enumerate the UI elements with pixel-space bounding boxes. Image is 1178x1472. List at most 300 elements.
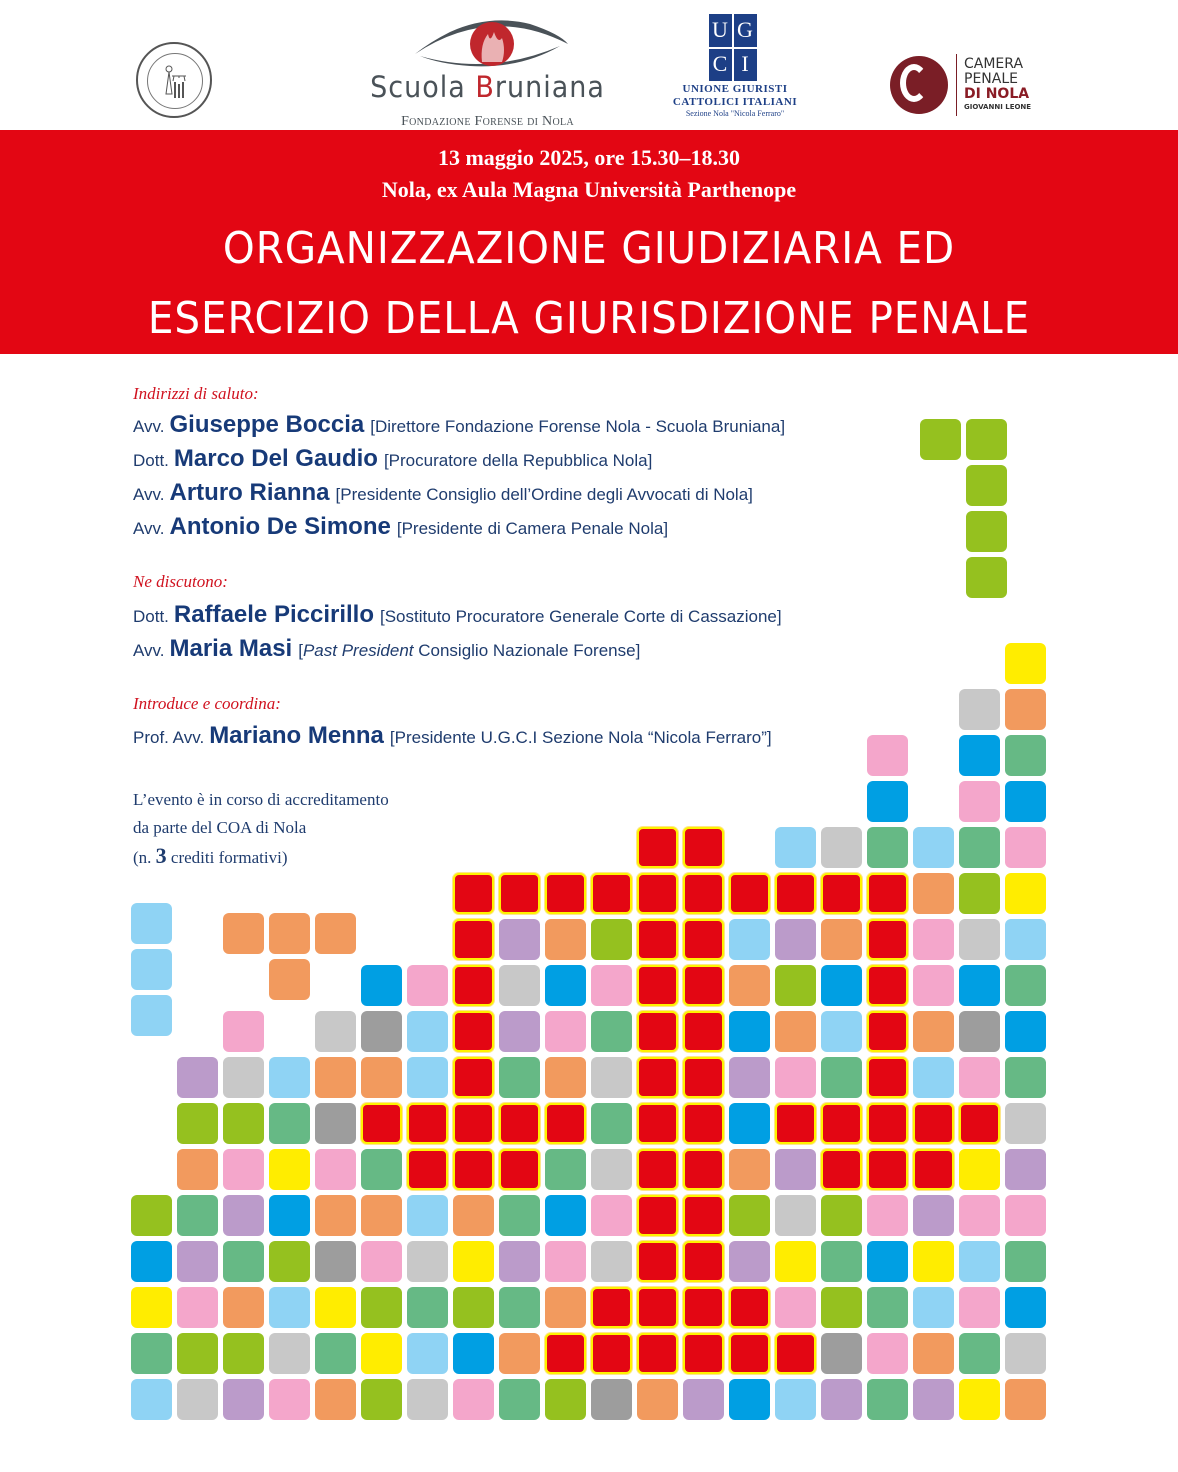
mosaic-tile <box>729 1011 770 1052</box>
mosaic-tile <box>223 1195 264 1236</box>
mosaic-tile <box>966 557 1007 598</box>
ugci-line2: CATTOLICI ITALIANI <box>672 96 798 108</box>
mosaic-tile <box>453 1057 494 1098</box>
speaker-role: [Presidente di Camera Penale Nola] <box>396 519 669 538</box>
mosaic-tile <box>407 1149 448 1190</box>
credits-count: 3 <box>155 843 167 868</box>
discussants-label: Ne discutono: <box>133 572 228 591</box>
mosaic-tile <box>1005 1057 1046 1098</box>
mosaic-tile <box>591 1057 632 1098</box>
mosaic-tile <box>867 1103 908 1144</box>
mosaic-tile <box>453 919 494 960</box>
mosaic-tile <box>453 1149 494 1190</box>
mosaic-tile <box>959 1195 1000 1236</box>
mosaic-tile <box>959 919 1000 960</box>
mosaic-tile <box>959 1333 1000 1374</box>
mosaic-tile <box>315 1195 356 1236</box>
mosaic-tile <box>223 1241 264 1282</box>
mosaic-tile <box>729 965 770 1006</box>
mosaic-tile <box>729 1379 770 1420</box>
mosaic-tile <box>499 1011 540 1052</box>
mosaic-tile <box>867 1011 908 1052</box>
mosaic-tile <box>407 1287 448 1328</box>
mosaic-tile <box>775 1011 816 1052</box>
mosaic-tile <box>545 1333 586 1374</box>
event-date: 13 maggio 2025, ore 15.30–18.30 <box>437 145 741 170</box>
mosaic-tile <box>315 1379 356 1420</box>
mosaic-tile <box>453 965 494 1006</box>
mosaic-tile <box>545 1195 586 1236</box>
mosaic-tile <box>361 1149 402 1190</box>
mosaic-tile <box>545 873 586 914</box>
mosaic-tile <box>361 965 402 1006</box>
mosaic-tile <box>269 1149 310 1190</box>
mosaic-tile <box>269 1057 310 1098</box>
mosaic-tile <box>591 919 632 960</box>
speaker-row <box>133 445 652 473</box>
mosaic-tile <box>453 1195 494 1236</box>
ugci-emblem <box>709 14 757 81</box>
mosaic-tile <box>315 913 356 954</box>
mosaic-tile <box>821 1379 862 1420</box>
mosaic-tile <box>131 949 172 990</box>
mosaic-tile <box>867 1195 908 1236</box>
mosaic-tile <box>499 1333 540 1374</box>
mosaic-tile <box>1005 689 1046 730</box>
mosaic-tile <box>545 919 586 960</box>
mosaic-tile <box>959 735 1000 776</box>
mosaic-tile <box>867 1241 908 1282</box>
scuola-bruniana-name: Scuola Bruniana <box>370 70 605 105</box>
mosaic-tile <box>867 1333 908 1374</box>
mosaic-tile <box>913 1011 954 1052</box>
mosaic-tile <box>867 781 908 822</box>
mosaic-tile <box>959 873 1000 914</box>
mosaic-tile <box>499 1287 540 1328</box>
mosaic-tile <box>269 1333 310 1374</box>
lion-head-icon <box>890 56 948 114</box>
greetings-label: Indirizzi di saluto: <box>133 384 259 403</box>
speaker-name: Arturo Rianna <box>169 479 330 506</box>
mosaic-tile <box>1005 827 1046 868</box>
mosaic-tile <box>545 1103 586 1144</box>
mosaic-tile <box>775 1149 816 1190</box>
mosaic-tile <box>1005 965 1046 1006</box>
event-title-line2: ESERCIZIO DELLA GIURISDIZIONE PENALE <box>147 293 1031 344</box>
mosaic-tile <box>821 873 862 914</box>
speaker-title: Avv. <box>133 641 165 660</box>
mosaic-tile <box>269 1103 310 1144</box>
mosaic-tile <box>729 1287 770 1328</box>
mosaic-tile <box>683 1057 724 1098</box>
mosaic-tile <box>499 1241 540 1282</box>
mosaic-tile <box>1005 873 1046 914</box>
mosaic-tile <box>683 1287 724 1328</box>
mosaic-tile <box>361 1011 402 1052</box>
speaker-name: Maria Masi <box>169 635 293 662</box>
speaker-role: [Presidente U.G.C.I Sezione Nola “Nicola Ferraro”] <box>389 728 772 747</box>
accreditation-line2: da parte del COA di Nola <box>133 818 307 837</box>
mosaic-tile <box>269 1195 310 1236</box>
mosaic-tile <box>913 965 954 1006</box>
mosaic-tile <box>775 827 816 868</box>
mosaic-tile <box>453 1287 494 1328</box>
mosaic-tile <box>729 1149 770 1190</box>
mosaic-tile <box>499 873 540 914</box>
mosaic-tile <box>959 1103 1000 1144</box>
mosaic-tile <box>315 1149 356 1190</box>
speaker-title: Dott. <box>133 607 169 626</box>
mosaic-tile <box>729 1333 770 1374</box>
mosaic-tile <box>1005 1333 1046 1374</box>
speaker-role: [Procuratore della Repubblica Nola] <box>383 451 653 470</box>
mosaic-tile <box>867 919 908 960</box>
speaker-role: [Direttore Fondazione Forense Nola - Scuola Bruniana] <box>370 417 786 436</box>
mosaic-tile <box>269 1241 310 1282</box>
mosaic-tile <box>966 511 1007 552</box>
speaker-row <box>133 479 753 507</box>
mosaic-tile <box>1005 735 1046 776</box>
speaker-name: Antonio De Simone <box>169 513 391 540</box>
mosaic-tile <box>453 1379 494 1420</box>
mosaic-tile <box>361 1103 402 1144</box>
mosaic-tile <box>223 1333 264 1374</box>
mosaic-tile <box>407 1241 448 1282</box>
mosaic-tile <box>545 1149 586 1190</box>
mosaic-tile <box>545 1241 586 1282</box>
mosaic-tile <box>683 1103 724 1144</box>
mosaic-tile <box>959 1057 1000 1098</box>
mosaic-tile <box>177 1057 218 1098</box>
ugci-letter-u: U <box>712 17 728 42</box>
mosaic-tile <box>315 1333 356 1374</box>
mosaic-tile <box>913 1333 954 1374</box>
mosaic-tile <box>959 1011 1000 1052</box>
mosaic-tile <box>1005 1149 1046 1190</box>
mosaic-tile <box>407 1333 448 1374</box>
mosaic-tile <box>453 1241 494 1282</box>
mosaic-tile <box>591 965 632 1006</box>
mosaic-tile <box>407 1103 448 1144</box>
mosaic-tile <box>637 873 678 914</box>
mosaic-tile <box>407 1195 448 1236</box>
mosaic-tile <box>315 1241 356 1282</box>
mosaic-tile <box>913 1287 954 1328</box>
speaker-row <box>133 411 785 439</box>
mosaic-tile <box>545 1379 586 1420</box>
mosaic-tile <box>591 1195 632 1236</box>
mosaic-tile <box>453 1103 494 1144</box>
mosaic-tile <box>131 1333 172 1374</box>
mosaic-tile <box>959 1379 1000 1420</box>
mosaic-tile <box>729 1195 770 1236</box>
mosaic-tile <box>591 1011 632 1052</box>
mosaic-tile <box>775 919 816 960</box>
event-title-line1: ORGANIZZAZIONE GIUDIZIARIA ED <box>222 223 956 274</box>
mosaic-tile <box>775 1103 816 1144</box>
mosaic-tile <box>131 903 172 944</box>
mosaic-tile <box>821 1287 862 1328</box>
mosaic-tile <box>1005 1241 1046 1282</box>
mosaic-tile <box>683 1195 724 1236</box>
mosaic-tile <box>775 873 816 914</box>
event-place: Nola, ex Aula Magna Università Parthenope <box>381 177 797 202</box>
mosaic-tile <box>269 1379 310 1420</box>
mosaic-tile <box>131 995 172 1036</box>
speaker-name: Marco Del Gaudio <box>173 445 378 472</box>
mosaic-tile <box>361 1379 402 1420</box>
speaker-title: Avv. <box>133 519 165 538</box>
ugci-line1: UNIONE GIURISTI <box>682 83 788 95</box>
speaker-role: [Sostituto Procuratore Generale Corte di Cassazione] <box>380 607 782 626</box>
mosaic-tile <box>131 1287 172 1328</box>
mosaic-tile <box>545 1057 586 1098</box>
mosaic-tile <box>913 1241 954 1282</box>
mosaic-tile <box>821 1057 862 1098</box>
ugci-logo <box>672 12 798 122</box>
mosaic-tile <box>407 1379 448 1420</box>
mosaic-tile <box>131 1379 172 1420</box>
scuola-bruniana-logo <box>370 14 605 129</box>
mosaic-tile <box>729 1103 770 1144</box>
speaker-name: Mariano Menna <box>209 722 384 749</box>
mosaic-tile <box>821 827 862 868</box>
mosaic-tile <box>407 1011 448 1052</box>
speaker-title: Avv. <box>133 417 165 436</box>
mosaic-tile <box>775 1241 816 1282</box>
mosaic-tile <box>966 419 1007 460</box>
mosaic-tile <box>591 1333 632 1374</box>
speaker-title: Dott. <box>133 451 169 470</box>
mosaic-tile <box>959 1149 1000 1190</box>
event-banner <box>0 130 1178 354</box>
speaker-role: [Presidente Consiglio dell’Ordine degli Avvocati di Nola] <box>335 485 753 504</box>
mosaic-tile <box>637 1103 678 1144</box>
mosaic-tile <box>867 735 908 776</box>
mosaic-tile <box>499 965 540 1006</box>
speaker-row <box>133 601 782 629</box>
mosaic-tile <box>591 873 632 914</box>
mosaic-tile <box>131 1195 172 1236</box>
mosaic-tile <box>177 1287 218 1328</box>
mosaic-tile <box>913 827 954 868</box>
mosaic-tile <box>821 1241 862 1282</box>
mosaic-tile <box>177 1241 218 1282</box>
mosaic-tile <box>959 689 1000 730</box>
mosaic-tile <box>315 1011 356 1052</box>
mosaic-tile <box>775 1195 816 1236</box>
mosaic-tile <box>223 1011 264 1052</box>
mosaic-tile <box>361 1241 402 1282</box>
camera-line4: GIOVANNI LEONE <box>964 103 1032 111</box>
mosaic-tile <box>821 1103 862 1144</box>
ugci-letter-c: C <box>712 51 728 76</box>
ugci-line3: Sezione Nola "Nicola Ferraro" <box>685 109 785 118</box>
mosaic-tile <box>867 965 908 1006</box>
mosaic-tile <box>637 1149 678 1190</box>
mosaic-tile <box>223 1287 264 1328</box>
mosaic-tile <box>775 965 816 1006</box>
mosaic-tile <box>453 873 494 914</box>
mosaic-tile <box>821 1333 862 1374</box>
speaker-title: Avv. <box>133 485 165 504</box>
mosaic-tile <box>683 1011 724 1052</box>
mosaic-tile <box>499 919 540 960</box>
speaker-row <box>133 722 772 750</box>
mosaic-tile <box>683 1241 724 1282</box>
mosaic-tile <box>1005 1195 1046 1236</box>
mosaic-tile <box>269 913 310 954</box>
mosaic-tile <box>959 1287 1000 1328</box>
mosaic-tile <box>959 1241 1000 1282</box>
mosaic-tile <box>223 1149 264 1190</box>
mosaic-tile <box>223 1057 264 1098</box>
mosaic-tile <box>499 1149 540 1190</box>
ugci-letter-g: G <box>737 17 753 42</box>
mosaic-tile <box>1005 643 1046 684</box>
mosaic-tile <box>545 1011 586 1052</box>
mosaic-tile <box>637 1057 678 1098</box>
mosaic-tile <box>177 1103 218 1144</box>
mosaic-tile <box>223 913 264 954</box>
logo-divider <box>956 54 957 116</box>
mosaic-tile <box>361 1287 402 1328</box>
mosaic-tile <box>729 1057 770 1098</box>
mosaic-tile <box>637 1287 678 1328</box>
mosaic-tile <box>361 1057 402 1098</box>
mosaic-tile <box>683 1333 724 1374</box>
ordine-avvocati-seal-logo <box>136 42 212 118</box>
mosaic-tile <box>913 1195 954 1236</box>
mosaic-tile <box>959 965 1000 1006</box>
mosaic-tile <box>361 1195 402 1236</box>
fondazione-forense-subtitle: Fondazione Forense di Nola <box>401 114 574 129</box>
mosaic-tile <box>361 1333 402 1374</box>
mosaic-tile <box>591 1149 632 1190</box>
camera-line3: DI NOLA <box>964 86 1030 102</box>
mosaic-tile <box>1005 1379 1046 1420</box>
mosaic-tile <box>177 1379 218 1420</box>
mosaic-tile <box>1005 919 1046 960</box>
mosaic-tile <box>637 1241 678 1282</box>
logo-bar <box>0 0 1178 130</box>
mosaic-tile <box>867 1287 908 1328</box>
mosaic-tile <box>775 1333 816 1374</box>
mosaic-tile <box>177 1149 218 1190</box>
mosaic-tile <box>637 1333 678 1374</box>
eye-flame-icon <box>410 14 570 74</box>
accreditation-line3: (n. 3 crediti formativi) <box>133 843 288 868</box>
mosaic-tile <box>591 1287 632 1328</box>
camera-penale-logo <box>890 52 1050 122</box>
mosaic-tile <box>729 1241 770 1282</box>
mosaic-tile <box>591 1241 632 1282</box>
mosaic-tile <box>867 1379 908 1420</box>
mosaic-tile <box>913 1103 954 1144</box>
speaker-row <box>133 513 668 541</box>
mosaic-tile <box>913 1379 954 1420</box>
moderator-label: Introduce e coordina: <box>133 694 281 713</box>
mosaic-tile <box>729 873 770 914</box>
mosaic-tile <box>637 919 678 960</box>
mosaic-tile <box>637 1011 678 1052</box>
mosaic-tile <box>269 1287 310 1328</box>
mosaic-tile <box>315 1287 356 1328</box>
ugci-letter-i: I <box>741 51 749 76</box>
mosaic-tile <box>821 1195 862 1236</box>
camera-line2: PENALE <box>964 71 1018 87</box>
mosaic-tile <box>966 465 1007 506</box>
mosaic-tile <box>683 965 724 1006</box>
mosaic-tile <box>959 781 1000 822</box>
mosaic-tile <box>821 965 862 1006</box>
ugci-cross-horizontal <box>709 47 757 49</box>
mosaic-tile <box>453 1011 494 1052</box>
mosaic-tile <box>637 965 678 1006</box>
mosaic-tile <box>499 1103 540 1144</box>
mosaic-tile <box>591 1379 632 1420</box>
mosaic-tile <box>591 1103 632 1144</box>
accreditation-note <box>133 786 389 872</box>
mosaic-tile <box>499 1195 540 1236</box>
mosaic-tile <box>920 419 961 460</box>
mosaic-tile <box>499 1379 540 1420</box>
mosaic-tile <box>913 1057 954 1098</box>
mosaic-tile <box>177 1333 218 1374</box>
mosaic-tile <box>269 959 310 1000</box>
mosaic-tile <box>223 1379 264 1420</box>
mosaic-tile <box>131 1241 172 1282</box>
speaker-role: [Past President Consiglio Nazionale Forense] <box>298 641 641 660</box>
mosaic-tile <box>683 1379 724 1420</box>
mosaic-tile <box>775 1057 816 1098</box>
mosaic-tile <box>453 1333 494 1374</box>
accreditation-line1: L’evento è in corso di accreditamento <box>133 790 389 809</box>
mosaic-tile <box>775 1379 816 1420</box>
mosaic-tile <box>407 965 448 1006</box>
mosaic-tile <box>315 1057 356 1098</box>
speaker-name: Raffaele Piccirillo <box>173 601 374 628</box>
mosaic-tile <box>1005 1011 1046 1052</box>
mosaic-tile <box>775 1287 816 1328</box>
mosaic-tile <box>867 1057 908 1098</box>
mosaic-tile <box>683 873 724 914</box>
mosaic-tile <box>637 827 678 868</box>
speaker-row <box>133 635 640 663</box>
mosaic-tile <box>867 1149 908 1190</box>
mosaic-tile <box>637 1379 678 1420</box>
mosaic-tile <box>499 1057 540 1098</box>
camera-line1: CAMERA <box>964 56 1024 72</box>
mosaic-tile <box>315 1103 356 1144</box>
mosaic-tile <box>821 919 862 960</box>
mosaic-tile <box>1005 781 1046 822</box>
mosaic-tile <box>821 1011 862 1052</box>
mosaic-tile <box>913 873 954 914</box>
mosaic-tile <box>545 1287 586 1328</box>
mosaic-tile <box>1005 1103 1046 1144</box>
mosaic-tile <box>683 827 724 868</box>
mosaic-tile <box>683 1149 724 1190</box>
mosaic-tile <box>867 827 908 868</box>
mosaic-tile <box>683 919 724 960</box>
mosaic-tile <box>177 1195 218 1236</box>
mosaic-tile <box>913 1149 954 1190</box>
speaker-title: Prof. Avv. <box>133 728 205 747</box>
mosaic-tile <box>1005 1287 1046 1328</box>
mosaic-tile <box>545 965 586 1006</box>
mosaic-tile <box>821 1149 862 1190</box>
